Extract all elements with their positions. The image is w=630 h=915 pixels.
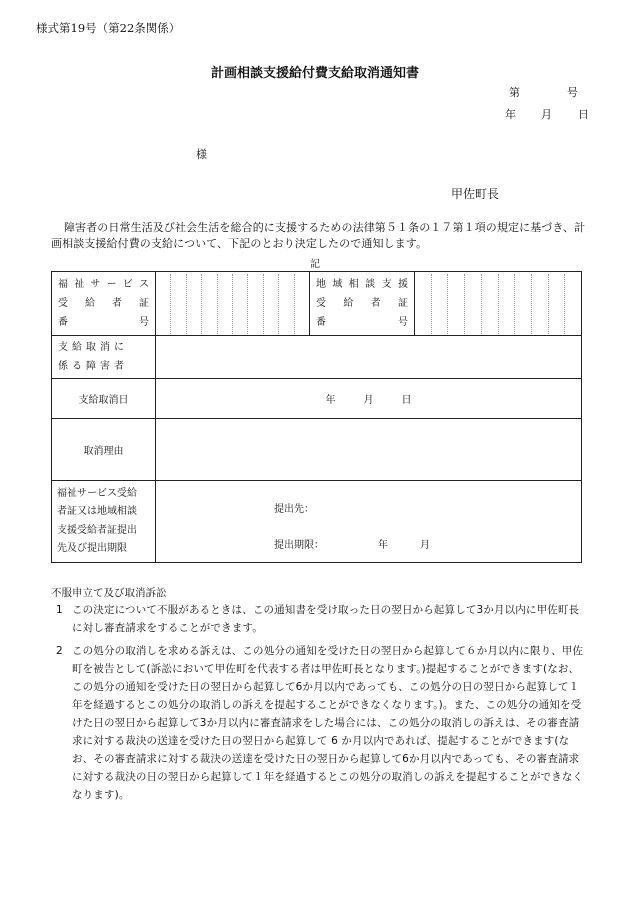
appeal-heading: 不服申立て及び取消訴訟 (51, 587, 167, 599)
welfare-cert-line-1: 福 祉 サ ー ビ ス (58, 279, 149, 290)
submission-label-line-2: 者証又は地域相談 (57, 506, 137, 517)
person-label-line-1: 支給取消に (58, 342, 128, 353)
appeal-item-1-text: この決定について不服があるときは、この通知書を受け取った日の翌日から起算して3か月以内に甲佐町長に対し審査請求をすることができます。 (72, 604, 580, 634)
submission-field[interactable] (156, 481, 582, 563)
deadline-label: 提出期限： (274, 539, 324, 551)
regional-cert-number-field[interactable] (415, 272, 582, 336)
appeal-item-2-num: 2 (56, 645, 63, 657)
date-day: 日 (578, 108, 589, 121)
cancel-date-label: 支給取消日 (52, 379, 156, 419)
submit-to-label: 提出先： (274, 503, 314, 515)
deadline-month: 月 (420, 539, 430, 551)
regional-cert-label (310, 272, 415, 336)
reason-field[interactable] (156, 419, 582, 481)
date-month: 月 (541, 108, 552, 121)
submission-label-line-4: 先及び提出期限 (57, 543, 127, 554)
notice-table (51, 271, 582, 563)
appeal-item-2 (56, 642, 588, 804)
reason-label: 取消理由 (52, 419, 156, 481)
person-label-line-2: 係る障害者 (58, 361, 128, 372)
regional-cert-line-2: 受 給 者 証 (316, 298, 408, 309)
cancel-date-day: 日 (401, 395, 412, 406)
appeal-item-2-text: この処分の取消しを求める訴えは、この処分の通知を受けた日の翌日から起算して６か月以内に限り、甲佐町を被告として(訴訟において甲佐町を代表する者は甲佐町長となります。)提起することができます(なお、この処分の通知を受けた日の翌日から起算して6か月以内であっても、この処分の日の翌日から起算して１年を経過するとこの処分の取消しの訴えを提起することができなくなります。)。また、この処分の通知を受けた日の翌日から起算して3か月以内に審査請求をした場合には、この処分の取消しの訴えは、その審査請求に対する裁決の送達を受けた日の翌日から起算して 6 か月以内であれば、提起することができます(なお、その審査請求に対する裁決の送達を受けた日の翌日から起算して6か月以内であっても、その審査請求に対する裁決の日の翌日から起算して１年を経過するとこの処分の取消しの訴えを提起することができなくなります)。 (72, 645, 584, 801)
intro-text: 障害者の日常生活及び社会生活を総合的に支援するための法律第５１条の１７第１項の規定に基づき、計画相談支援給付費の支給について、下記のとおり決定したので通知します。 (51, 221, 586, 250)
ki-marker: 記 (310, 259, 320, 270)
deadline-year: 年 (378, 539, 388, 551)
issuer: 甲佐町長 (451, 187, 500, 201)
form-id: 様式第19号（第22条関係） (36, 21, 181, 35)
welfare-cert-number-field[interactable] (156, 272, 310, 336)
person-field[interactable] (156, 336, 582, 379)
welfare-cert-label (52, 272, 156, 336)
number-suffix: 号 (567, 86, 578, 99)
number-prefix: 第 (509, 86, 520, 99)
appeal-item-1-num: 1 (56, 604, 63, 616)
appeal-item-1 (56, 601, 588, 637)
date-year: 年 (505, 108, 516, 121)
addressee-suffix: 様 (196, 148, 207, 161)
submission-label-line-1: 福祉サービス受給 (57, 487, 137, 499)
regional-cert-line-3: 番 号 (316, 317, 408, 328)
document-title: 計画相談支援給付費支給取消通知書 (210, 66, 419, 81)
cancel-date-year: 年 (325, 395, 336, 406)
regional-cert-line-1: 地 域 相 談 支 援 (316, 279, 408, 290)
welfare-cert-line-3: 番 号 (58, 317, 149, 328)
cancel-date-field[interactable] (156, 379, 582, 419)
submission-label (52, 481, 156, 563)
person-label (52, 336, 156, 379)
welfare-cert-line-2: 受 給 者 証 (58, 298, 149, 309)
submission-label-line-3: 支援受給者証提出 (57, 524, 137, 536)
cancel-date-month: 月 (363, 395, 374, 406)
